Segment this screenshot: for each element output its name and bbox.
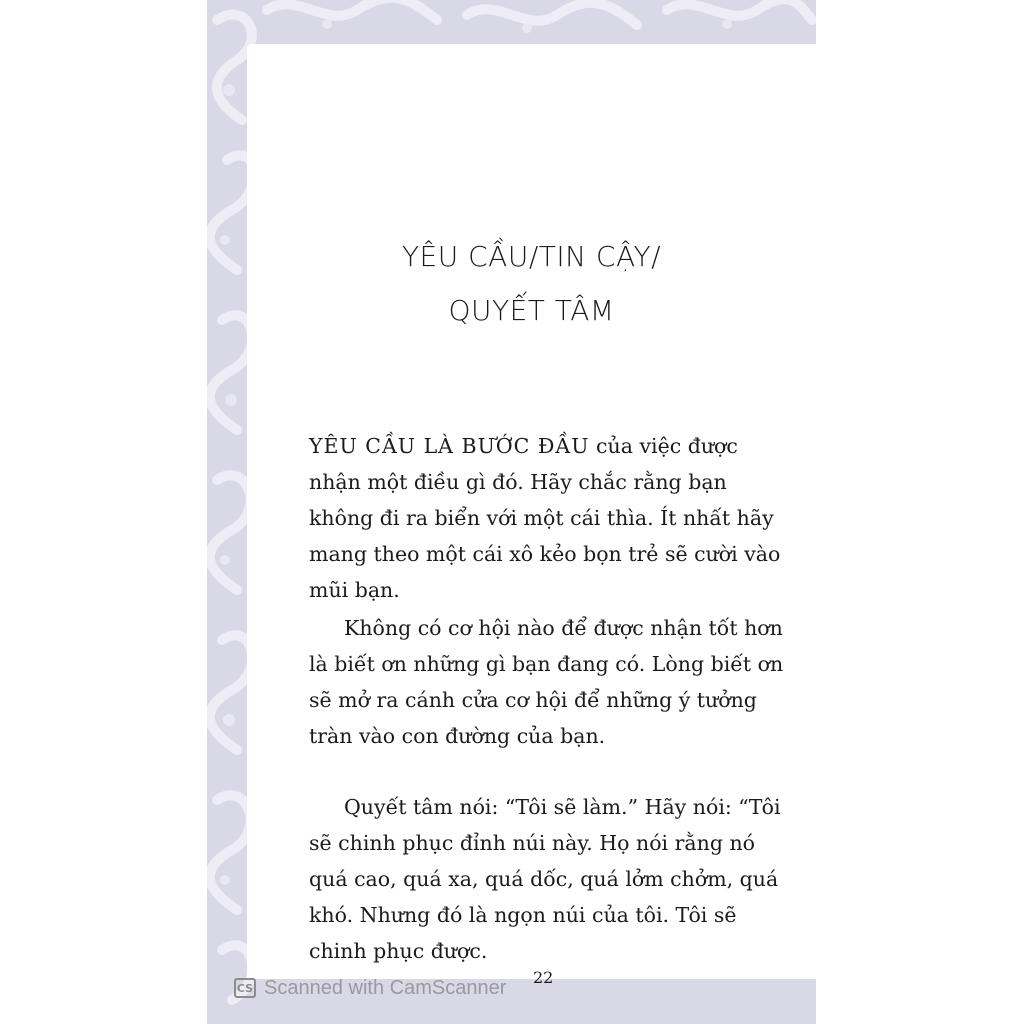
chapter-title-line-1: YÊU CẦU/TIN CẬY/ — [401, 240, 662, 273]
paragraph-1-lead: YÊU CẦU LÀ BƯỚC ĐẦU — [309, 434, 590, 458]
camscanner-icon: CS — [234, 978, 256, 998]
page-number: 22 — [533, 968, 554, 987]
camscanner-watermark — [234, 975, 506, 1001]
paragraph-1-rest: của việc được nhận một điều gì đó. Hãy chắc rằng bạn không đi ra biển với một cái thìa. Ít nhất hãy mang theo một cái xô kẻo bọn trẻ sẽ cười vào mũi bạn. — [309, 434, 781, 602]
paragraph-1 — [309, 428, 787, 608]
chapter-title-line-2: QUYẾT TÂM — [448, 294, 615, 327]
paragraph-2: Không có cơ hội nào để được nhận tốt hơn là biết ơn những gì bạn đang có. Lòng biết ơn sẽ mở ra cánh cửa cơ hội để những ý tưởng tràn vào con đường của bạn. — [309, 616, 784, 748]
watermark-text: Scanned with CamScanner — [264, 976, 507, 999]
book-page — [247, 44, 816, 979]
paragraph-3: Quyết tâm nói: “Tôi sẽ làm.” Hãy nói: “Tôi sẽ chinh phục đỉnh núi này. Họ nói rằng nó quá cao, quá xa, quá dốc, quá lởm chởm, quá khó. Nhưng đó là ngọn núi của tôi. Tôi sẽ chinh phục được. — [309, 795, 781, 963]
